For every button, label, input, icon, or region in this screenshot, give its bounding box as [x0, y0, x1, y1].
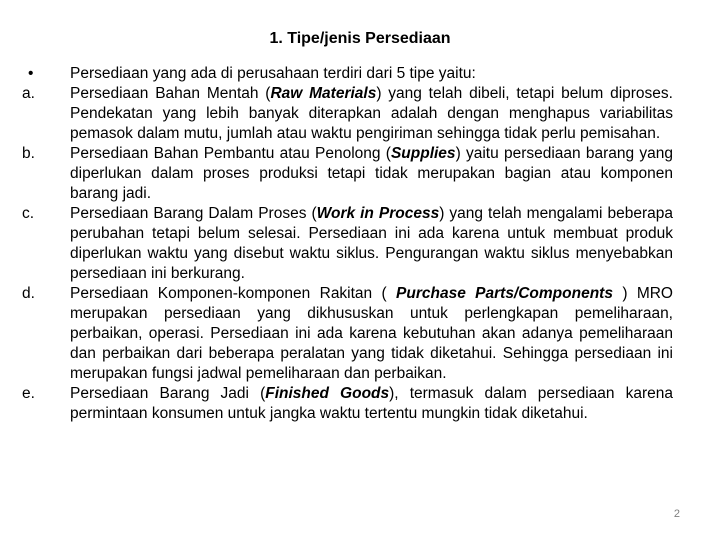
item-term: Finished Goods: [265, 385, 390, 402]
intro-bullet: [22, 64, 673, 84]
item-text-after: ) yaitu persediaan barang yang diperlukan dalam proses produksi tetapi tidak merupakan bagian atau komponen barang jadi.: [70, 145, 674, 202]
item-term: Raw Materials: [270, 85, 377, 102]
item-marker: e.: [22, 385, 35, 402]
item-text-before: Persediaan Barang Dalam Proses (: [70, 205, 317, 222]
item-text-before: Persediaan Bahan Mentah (: [70, 85, 271, 102]
item-text-after: ) MRO merupakan persediaan yang dikhususkan untuk perlengkapan pemeliharaan, perbaikan, operasi. Persediaan ini ada karena kebutuhan akan adanya pemeliharaan dan perbaikan dari beberapa peralatan yang tidak diketahui. Sehingga persediaan ini merupakan fungsi jadwal pemeliharaan dan perbaikan.: [70, 285, 673, 382]
list-item-b: [22, 144, 673, 204]
item-text-after: ), termasuk dalam persediaan karena permintaan konsumen untuk jangka waktu tertentu mungkin tidak diketahui.: [70, 385, 673, 422]
item-term: Work in Process: [316, 205, 440, 222]
item-marker: b.: [22, 145, 35, 162]
slide-content: [22, 64, 673, 424]
list-item-e: [22, 384, 673, 424]
item-text-after: ) yang telah mengalami beberapa perubahan tetapi belum selesai. Persediaan ini ada karena untuk membuat produk diperlukan waktu yang disebut waktu siklus. Pengurangan waktu siklus menyebabkan persediaan ini berkurang.: [70, 205, 673, 282]
item-marker: c.: [22, 205, 35, 222]
bullet-marker: •: [28, 65, 34, 82]
list-item-c: [22, 204, 673, 284]
item-text-before: Persediaan Bahan Pembantu atau Penolong (: [70, 145, 391, 162]
intro-text: Persediaan yang ada di perusahaan terdiri dari 5 tipe yaitu:: [70, 65, 476, 82]
slide-title: 1. Tipe/jenis Persediaan: [269, 30, 451, 47]
page-number: 2: [673, 508, 680, 520]
item-marker: a.: [22, 85, 35, 102]
item-text-before: Persediaan Barang Jadi (: [70, 385, 266, 402]
item-term: Purchase Parts/Components: [396, 285, 613, 302]
item-text-after: ) yang telah dibeli, tetapi belum diproses. Pendekatan yang lebih banyak diterapkan adalah dengan menghapus variabilitas pemasok dalam mutu, jumlah atau waktu pengiriman sehingga tidak perlu pemisahan.: [70, 85, 673, 142]
list-item-a: [22, 84, 673, 144]
list-item-d: [22, 284, 673, 384]
item-text-before: Persediaan Komponen-komponen Rakitan (: [70, 285, 397, 302]
item-term: Supplies: [390, 145, 456, 162]
item-marker: d.: [22, 285, 35, 302]
